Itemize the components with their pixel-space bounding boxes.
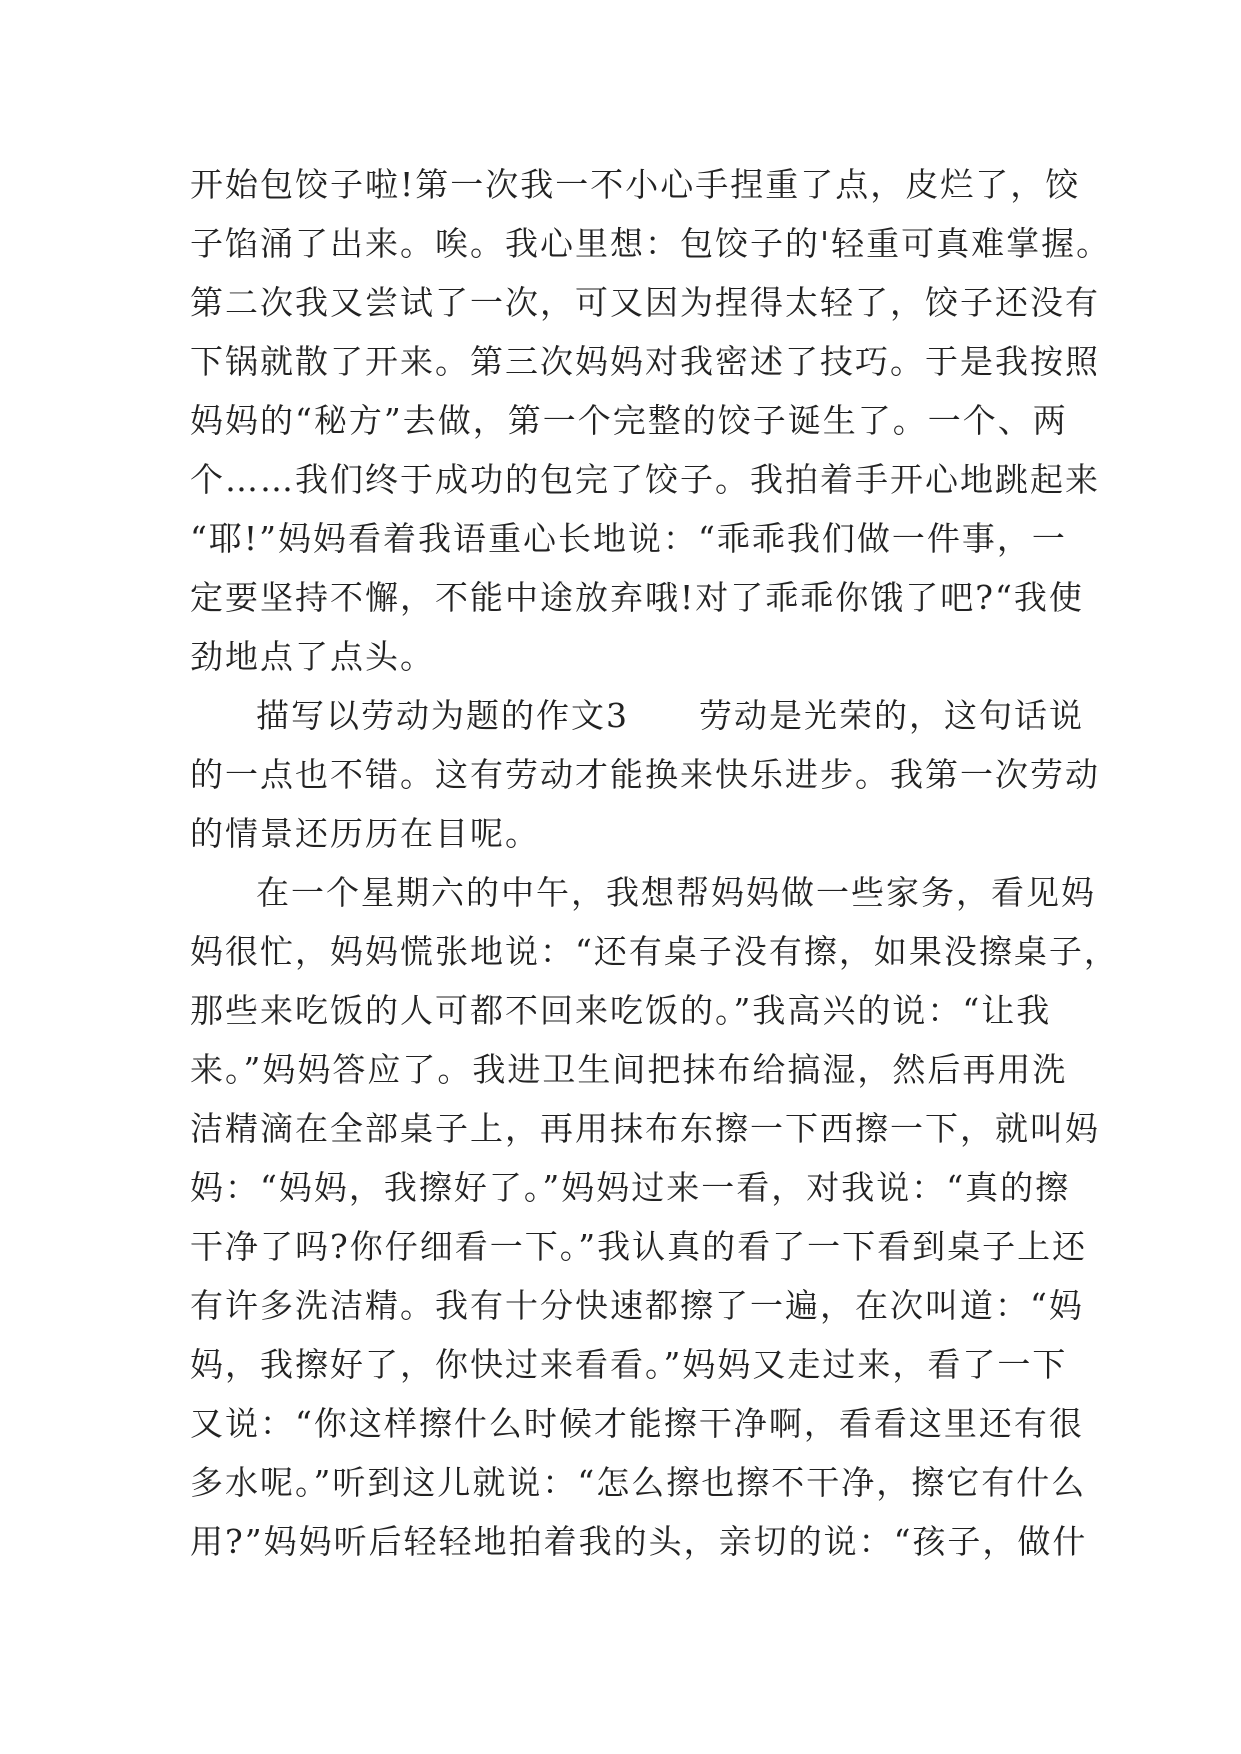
paragraph-2-line-2: 的一点也不错。这有劳动才能换来快乐进步。我第一次劳动 <box>190 755 1100 794</box>
paragraph-2-line-1: 描写以劳动为题的作文3 劳动是光荣的，这句话说 <box>256 696 1084 735</box>
paragraph-1-line-7: “耶!”妈妈看着我语重心长地说：“乖乖我们做一件事，一 <box>190 519 1067 558</box>
paragraph-3-line-8: 有许多洗洁精。我有十分快速都擦了一遍，在次叫道：“妈 <box>190 1286 1084 1325</box>
paragraph-3-line-6: 妈：“妈妈，我擦好了。”妈妈过来一看，对我说：“真的擦 <box>190 1168 1071 1207</box>
paragraph-3-line-3: 那些来吃饭的人可都不回来吃饭的。”我高兴的说：“让我 <box>190 991 1052 1030</box>
paragraph-1-line-6: 个……我们终于成功的包完了饺子。我拍着手开心地跳起来 <box>190 460 1100 499</box>
paragraph-3-line-4: 来。”妈妈答应了。我进卫生间把抹布给搞湿，然后再用洗 <box>190 1050 1068 1089</box>
paragraph-3-line-12: 用?”妈妈听后轻轻地拍着我的头，亲切的说：“孩子，做什 <box>190 1522 1088 1561</box>
paragraph-1-line-5: 妈妈的“秘方”去做，第一个完整的饺子诞生了。一个、两 <box>190 401 1068 440</box>
paragraph-3-line-11: 多水呢。”听到这儿就说：“怎么擦也擦不干净，擦它有什么 <box>190 1463 1087 1502</box>
paragraph-1-line-1: 开始包饺子啦!第一次我一不小心手捏重了点，皮烂了，饺 <box>190 165 1081 204</box>
paragraph-2-line-3: 的情景还历历在目呢。 <box>190 814 540 853</box>
paragraph-1-line-3: 第二次我又尝试了一次，可又因为捏得太轻了，饺子还没有 <box>190 283 1100 322</box>
paragraph-1-line-9: 劲地点了点头。 <box>190 637 435 676</box>
essay-body <box>190 155 1119 1571</box>
paragraph-3-line-7: 干净了吗?你仔细看一下。”我认真的看了一下看到桌子上还 <box>190 1227 1088 1266</box>
paragraph-3-line-5: 洁精滴在全部桌子上，再用抹布东擦一下西擦一下，就叫妈 <box>190 1109 1100 1148</box>
paragraph-3-line-1: 在一个星期六的中午，我想帮妈妈做一些家务，看见妈 <box>256 873 1096 912</box>
paragraph-1-line-2: 子馅涌了出来。唉。我心里想：包饺子的'轻重可真难掌握。 <box>190 224 1112 263</box>
paragraph-1-line-8: 定要坚持不懈，不能中途放弃哦!对了乖乖你饿了吧?“我使 <box>190 578 1084 617</box>
paragraph-3-line-2: 妈很忙，妈妈慌张地说：“还有桌子没有擦，如果没擦桌子， <box>190 932 1119 971</box>
paragraph-1-line-4: 下锅就散了开来。第三次妈妈对我密述了技巧。于是我按照 <box>190 342 1100 381</box>
paragraph-3-line-10: 又说：“你这样擦什么时候才能擦干净啊，看看这里还有很 <box>190 1404 1084 1443</box>
paragraph-3-line-9: 妈，我擦好了，你快过来看看。”妈妈又走过来，看了一下 <box>190 1345 1068 1384</box>
